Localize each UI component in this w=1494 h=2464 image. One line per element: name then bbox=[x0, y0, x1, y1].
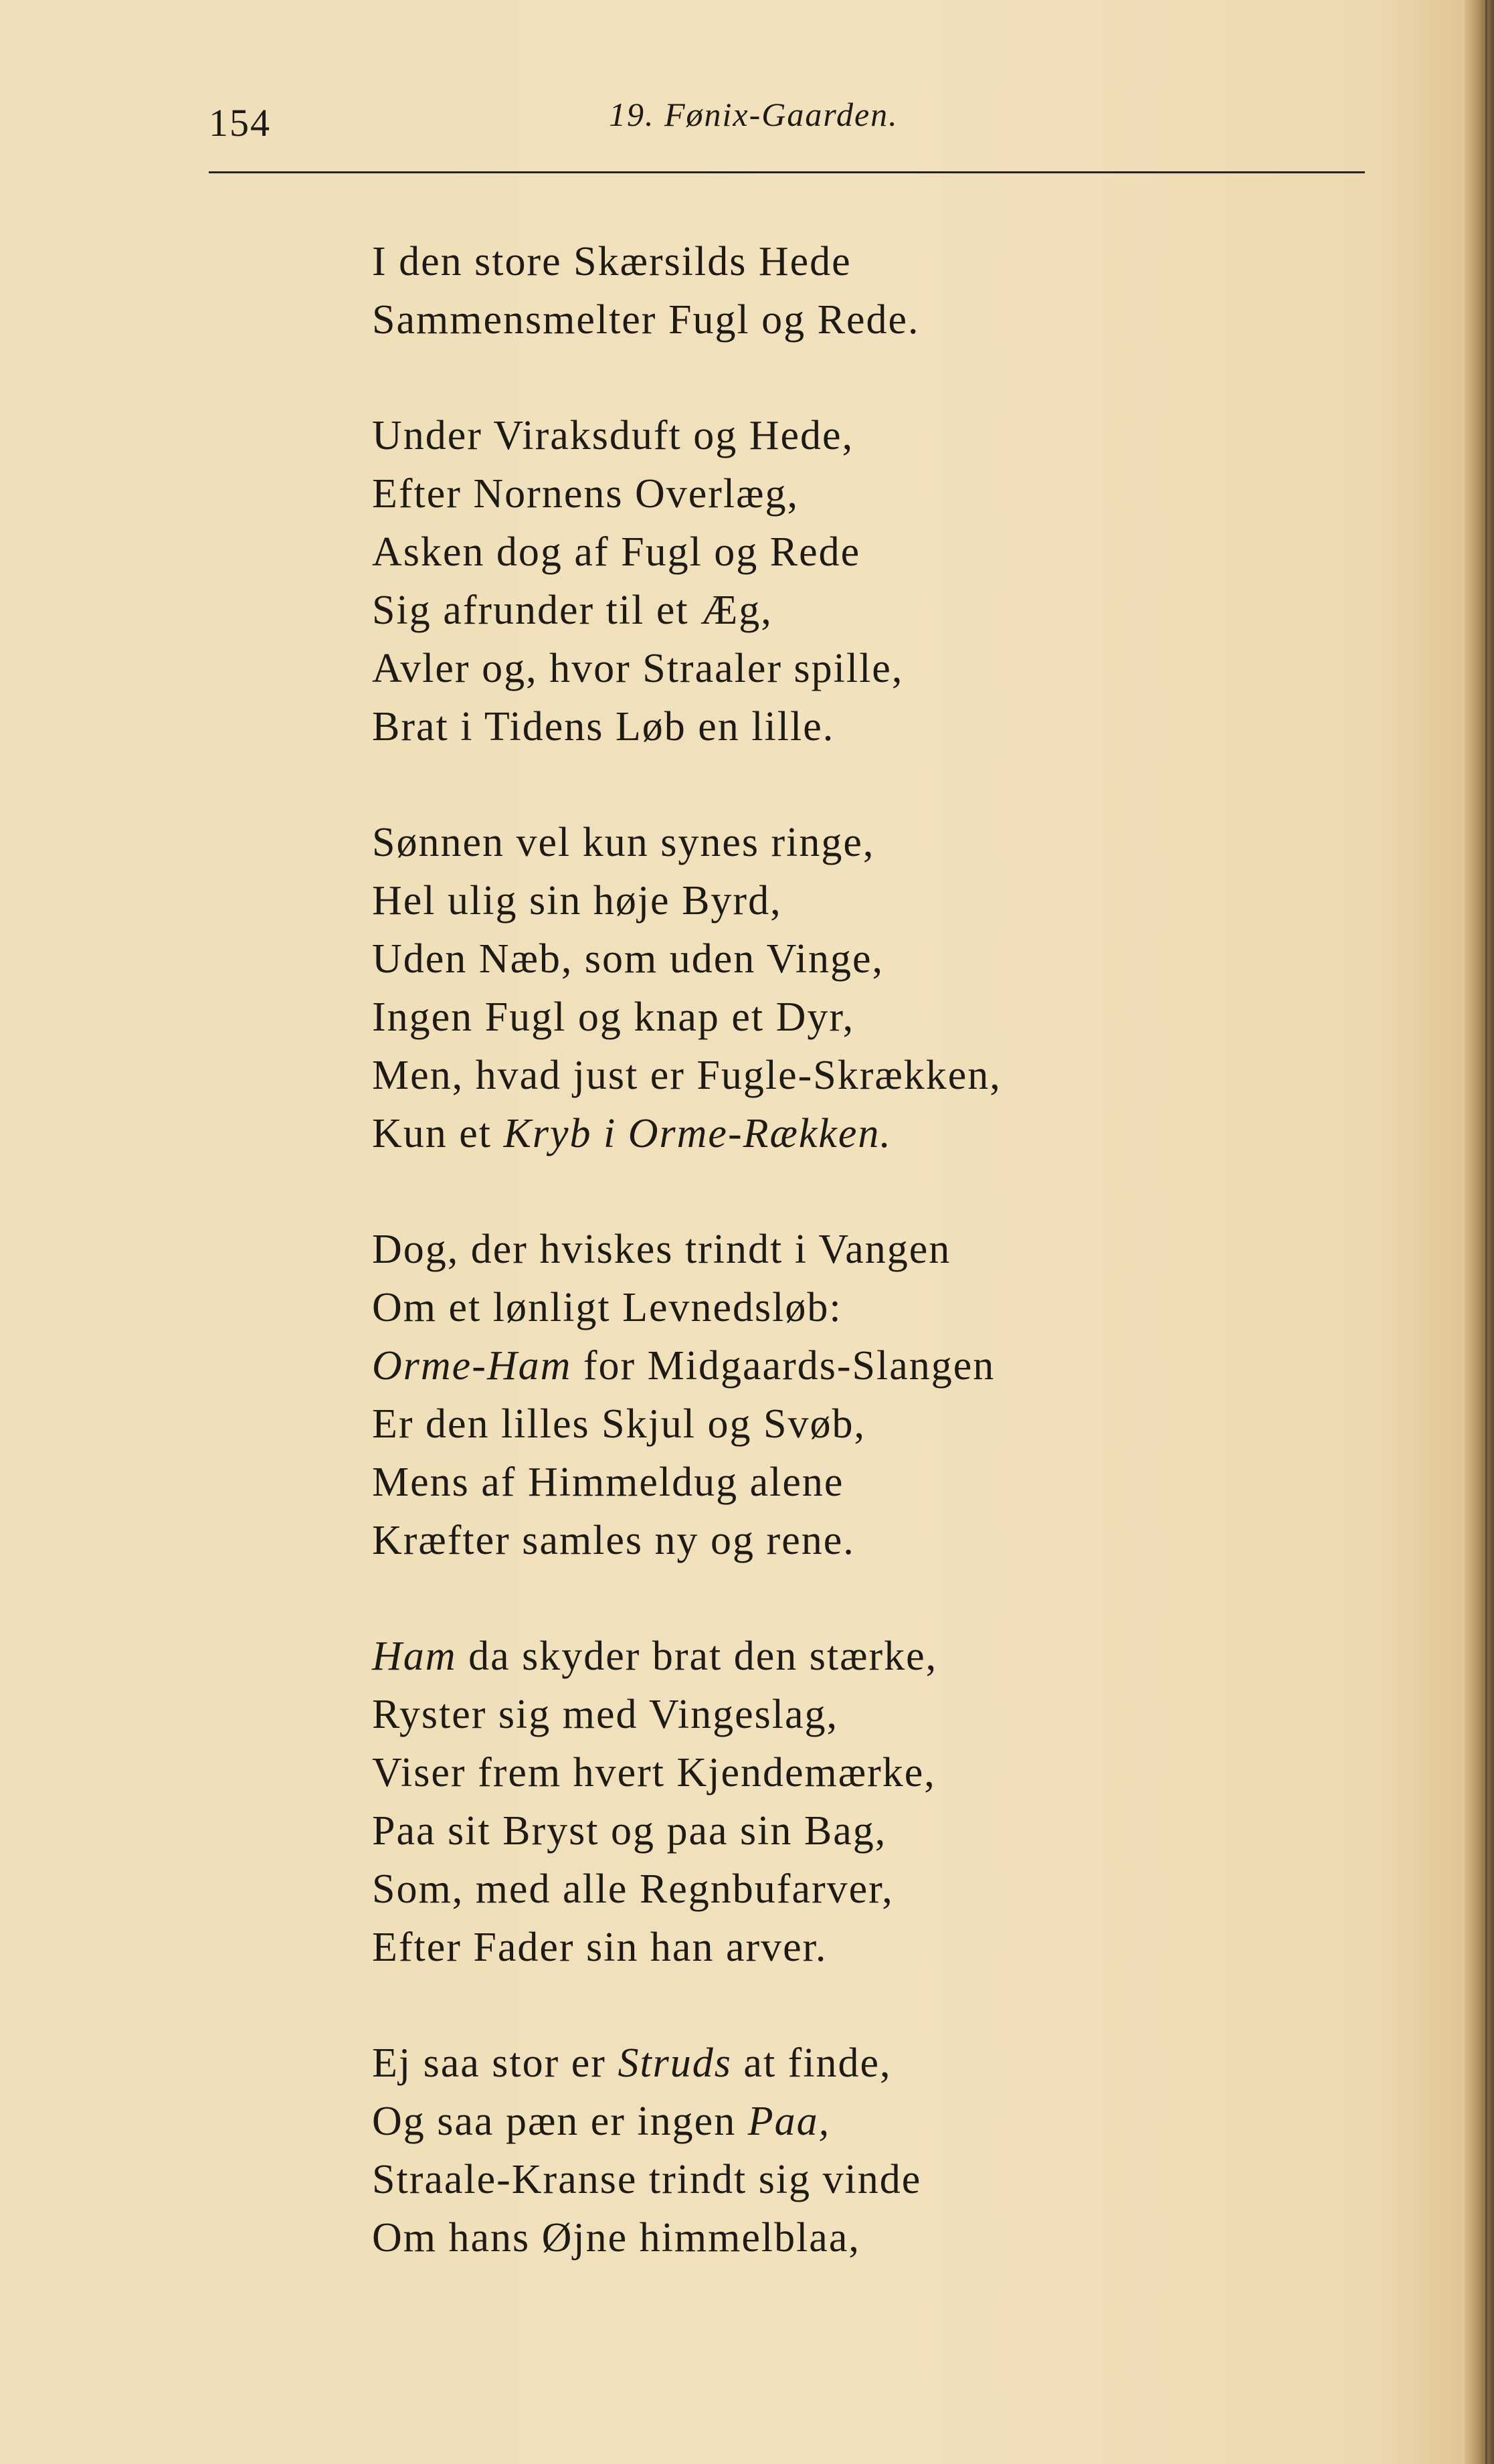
stanza bbox=[372, 407, 1335, 756]
page-edge-shadow bbox=[1465, 0, 1494, 2464]
poem-line bbox=[372, 407, 1335, 465]
line-text: Viser frem hvert Kjendemærke, bbox=[372, 1750, 936, 1795]
poem-line bbox=[372, 1512, 1335, 1570]
poem-line bbox=[372, 1221, 1335, 1279]
poem-line bbox=[372, 465, 1335, 523]
line-text: Som, med alle Regnbufarver, bbox=[372, 1866, 894, 1912]
poem-line bbox=[372, 1279, 1335, 1337]
line-text: Hel ulig sin høje Byrd, bbox=[372, 878, 782, 923]
header-rule bbox=[209, 171, 1365, 173]
line-text: Efter Nornens Overlæg, bbox=[372, 471, 799, 517]
poem-line bbox=[372, 1919, 1335, 1977]
line-text: Asken dog af Fugl og Rede bbox=[372, 529, 861, 575]
poem-line bbox=[372, 1395, 1335, 1454]
line-text: I den store Skærsilds Hede bbox=[372, 239, 852, 284]
italic-text: Orme-Ham bbox=[372, 1343, 572, 1389]
line-text: Kun et bbox=[372, 1111, 504, 1156]
poem-line bbox=[372, 872, 1335, 930]
line-text: Ryster sig med Vingeslag, bbox=[372, 1692, 839, 1737]
poem-line bbox=[372, 1744, 1335, 1802]
line-text: Sønnen vel kun synes ringe, bbox=[372, 820, 875, 865]
stanza bbox=[372, 814, 1335, 1163]
poem-line bbox=[372, 988, 1335, 1047]
stanza bbox=[372, 2034, 1335, 2267]
line-text: Men, hvad just er Fugle-Skrækken, bbox=[372, 1053, 1002, 1098]
line-text: Ej saa stor er bbox=[372, 2040, 618, 2086]
poem-line bbox=[372, 1860, 1335, 1919]
poem-line bbox=[372, 1047, 1335, 1105]
line-text: Under Viraksduft og Hede, bbox=[372, 413, 854, 458]
line-text: Om et lønligt Levnedsløb: bbox=[372, 1285, 842, 1330]
poem-line bbox=[372, 930, 1335, 988]
poem-line bbox=[372, 233, 1335, 291]
running-head: 19. Fønix-Gaarden. bbox=[609, 96, 899, 133]
page-number: 154 bbox=[209, 101, 271, 145]
line-text: Paa sit Bryst og paa sin Bag, bbox=[372, 1808, 887, 1854]
line-text: Kræfter samles ny og rene. bbox=[372, 1518, 855, 1563]
poem-line bbox=[372, 1105, 1335, 1163]
line-text: da skyder brat den stærke, bbox=[456, 1634, 938, 1679]
line-text: Uden Næb, som uden Vinge, bbox=[372, 936, 884, 982]
page-edge-line bbox=[1485, 0, 1487, 2464]
poem-line bbox=[372, 1627, 1335, 1686]
poem-line bbox=[372, 523, 1335, 582]
line-text: Sig afrunder til et Æg, bbox=[372, 588, 773, 633]
italic-text: Kryb i Orme-Rækken. bbox=[503, 1111, 892, 1156]
line-text: Mens af Himmeldug alene bbox=[372, 1460, 844, 1505]
line-text: Sammensmelter Fugl og Rede. bbox=[372, 297, 920, 343]
line-text: Dog, der hviskes trindt i Vangen bbox=[372, 1227, 951, 1272]
italic-text: Paa, bbox=[747, 2099, 831, 2144]
poem-line bbox=[372, 291, 1335, 349]
poem-line bbox=[372, 2093, 1335, 2151]
line-text: Og saa pæn er ingen bbox=[372, 2099, 748, 2144]
line-text: Ingen Fugl og knap et Dyr, bbox=[372, 994, 855, 1040]
poem-line bbox=[372, 1686, 1335, 1744]
line-text: at finde, bbox=[731, 2040, 892, 2086]
stanza bbox=[372, 1221, 1335, 1570]
line-text: Brat i Tidens Løb en lille. bbox=[372, 704, 835, 750]
stanza bbox=[372, 1627, 1335, 1977]
poem-line bbox=[372, 1802, 1335, 1860]
italic-text: Struds bbox=[618, 2040, 732, 2086]
poem-line bbox=[372, 1454, 1335, 1512]
line-text: Efter Fader sin han arver. bbox=[372, 1925, 828, 1970]
poem-line bbox=[372, 2209, 1335, 2267]
poem-line bbox=[372, 698, 1335, 756]
poem-line bbox=[372, 2151, 1335, 2209]
line-text: Om hans Øjne himmelblaa, bbox=[372, 2215, 860, 2261]
line-text: for Midgaards-Slangen bbox=[571, 1343, 996, 1389]
italic-text: Ham bbox=[372, 1634, 457, 1679]
line-text: Er den lilles Skjul og Svøb, bbox=[372, 1401, 866, 1447]
poem-line bbox=[372, 1337, 1335, 1395]
poem-line bbox=[372, 814, 1335, 872]
line-text: Avler og, hvor Straaler spille, bbox=[372, 646, 904, 691]
poem-body bbox=[372, 233, 1335, 2325]
stanza bbox=[372, 233, 1335, 349]
poem-line bbox=[372, 582, 1335, 640]
line-text: Straale-Kranse trindt sig vinde bbox=[372, 2157, 922, 2202]
poem-line bbox=[372, 2034, 1335, 2093]
poem-line bbox=[372, 640, 1335, 698]
